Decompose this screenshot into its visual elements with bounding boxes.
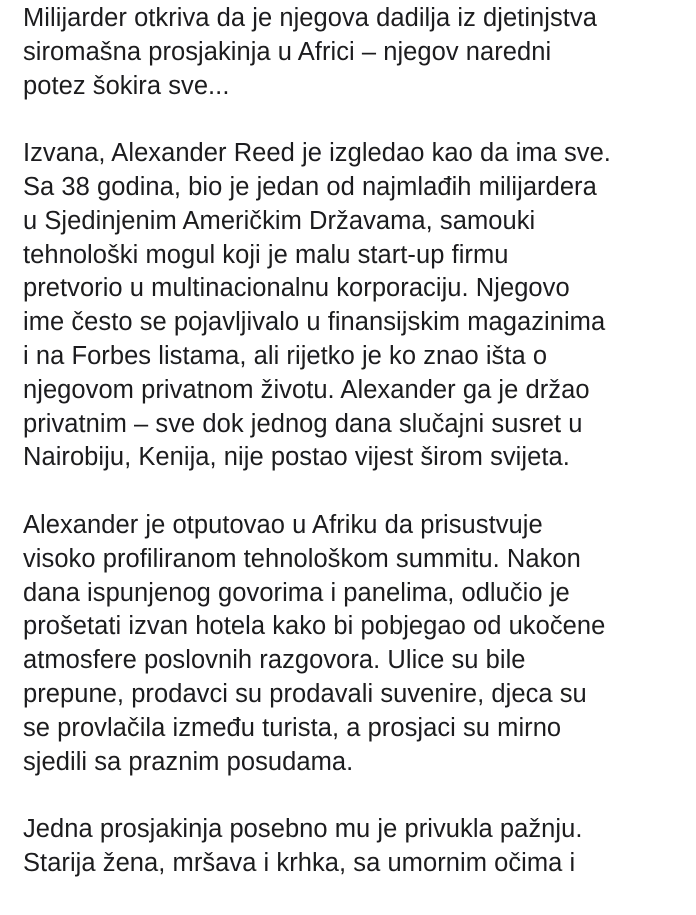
text-line: se provlačila između turista, a prosjaci su mirno <box>23 713 562 742</box>
text-line: u Sjedinjenim Američkim Državama, samouki <box>23 206 536 235</box>
text-line: Milijarder otkriva da je njegova dadilja iz djetinjstva <box>23 4 597 32</box>
paragraph-beggar <box>23 813 693 881</box>
text-line: prepune, prodavci su prodavali suvenire, djeca su <box>23 679 587 708</box>
text-line: privatnim – sve dok jednog dana slučajni susret u <box>23 409 583 438</box>
text-line: njegovom privatnom životu. Alexander ga je držao <box>23 375 590 404</box>
text-line: Nairobiju, Kenija, nije postao vijest širom svijeta. <box>23 443 570 472</box>
text-line: Jedna prosjakinja posebno mu je privukla pažnju. <box>23 815 583 844</box>
text-line: pretvorio u multinacionalnu korporaciju. Njegovo <box>23 274 570 303</box>
text-line: Sa 38 godina, bio je jedan od najmlađih milijardera <box>23 172 597 201</box>
paragraph-intro <box>23 137 693 475</box>
text-line: visoko profiliranom tehnološkom summitu. Nakon <box>23 544 581 573</box>
text-line: siromašna prosjakinja u Africi – njegov naredni <box>23 37 552 66</box>
text-line: Izvana, Alexander Reed je izgledao kao da ima sve. <box>23 139 611 168</box>
text-line: ime često se pojavljivalo u finansijskim magazinima <box>23 308 606 337</box>
text-line: Starija žena, mršava i krhka, sa umornim očima i <box>23 848 576 877</box>
text-line: potez šokira sve... <box>23 71 230 100</box>
paragraph-summit <box>23 509 693 779</box>
text-line: prošetati izvan hotela kako bi pobjegao od ukočene <box>23 612 606 641</box>
text-line: Alexander je otputovao u Afriku da prisustvuje <box>23 510 543 539</box>
text-line: atmosfere poslovnih razgovora. Ulice su bile <box>23 646 526 675</box>
text-line: sjedili sa praznim posudama. <box>23 747 354 776</box>
post-body <box>23 2 693 915</box>
text-line: i na Forbes listama, ali rijetko je ko znao išta o <box>23 341 548 370</box>
paragraph-headline <box>23 2 693 103</box>
text-line: dana ispunjenog govorima i panelima, odlučio je <box>23 578 570 607</box>
text-line: tehnološki mogul koji je malu start-up firmu <box>23 240 509 269</box>
